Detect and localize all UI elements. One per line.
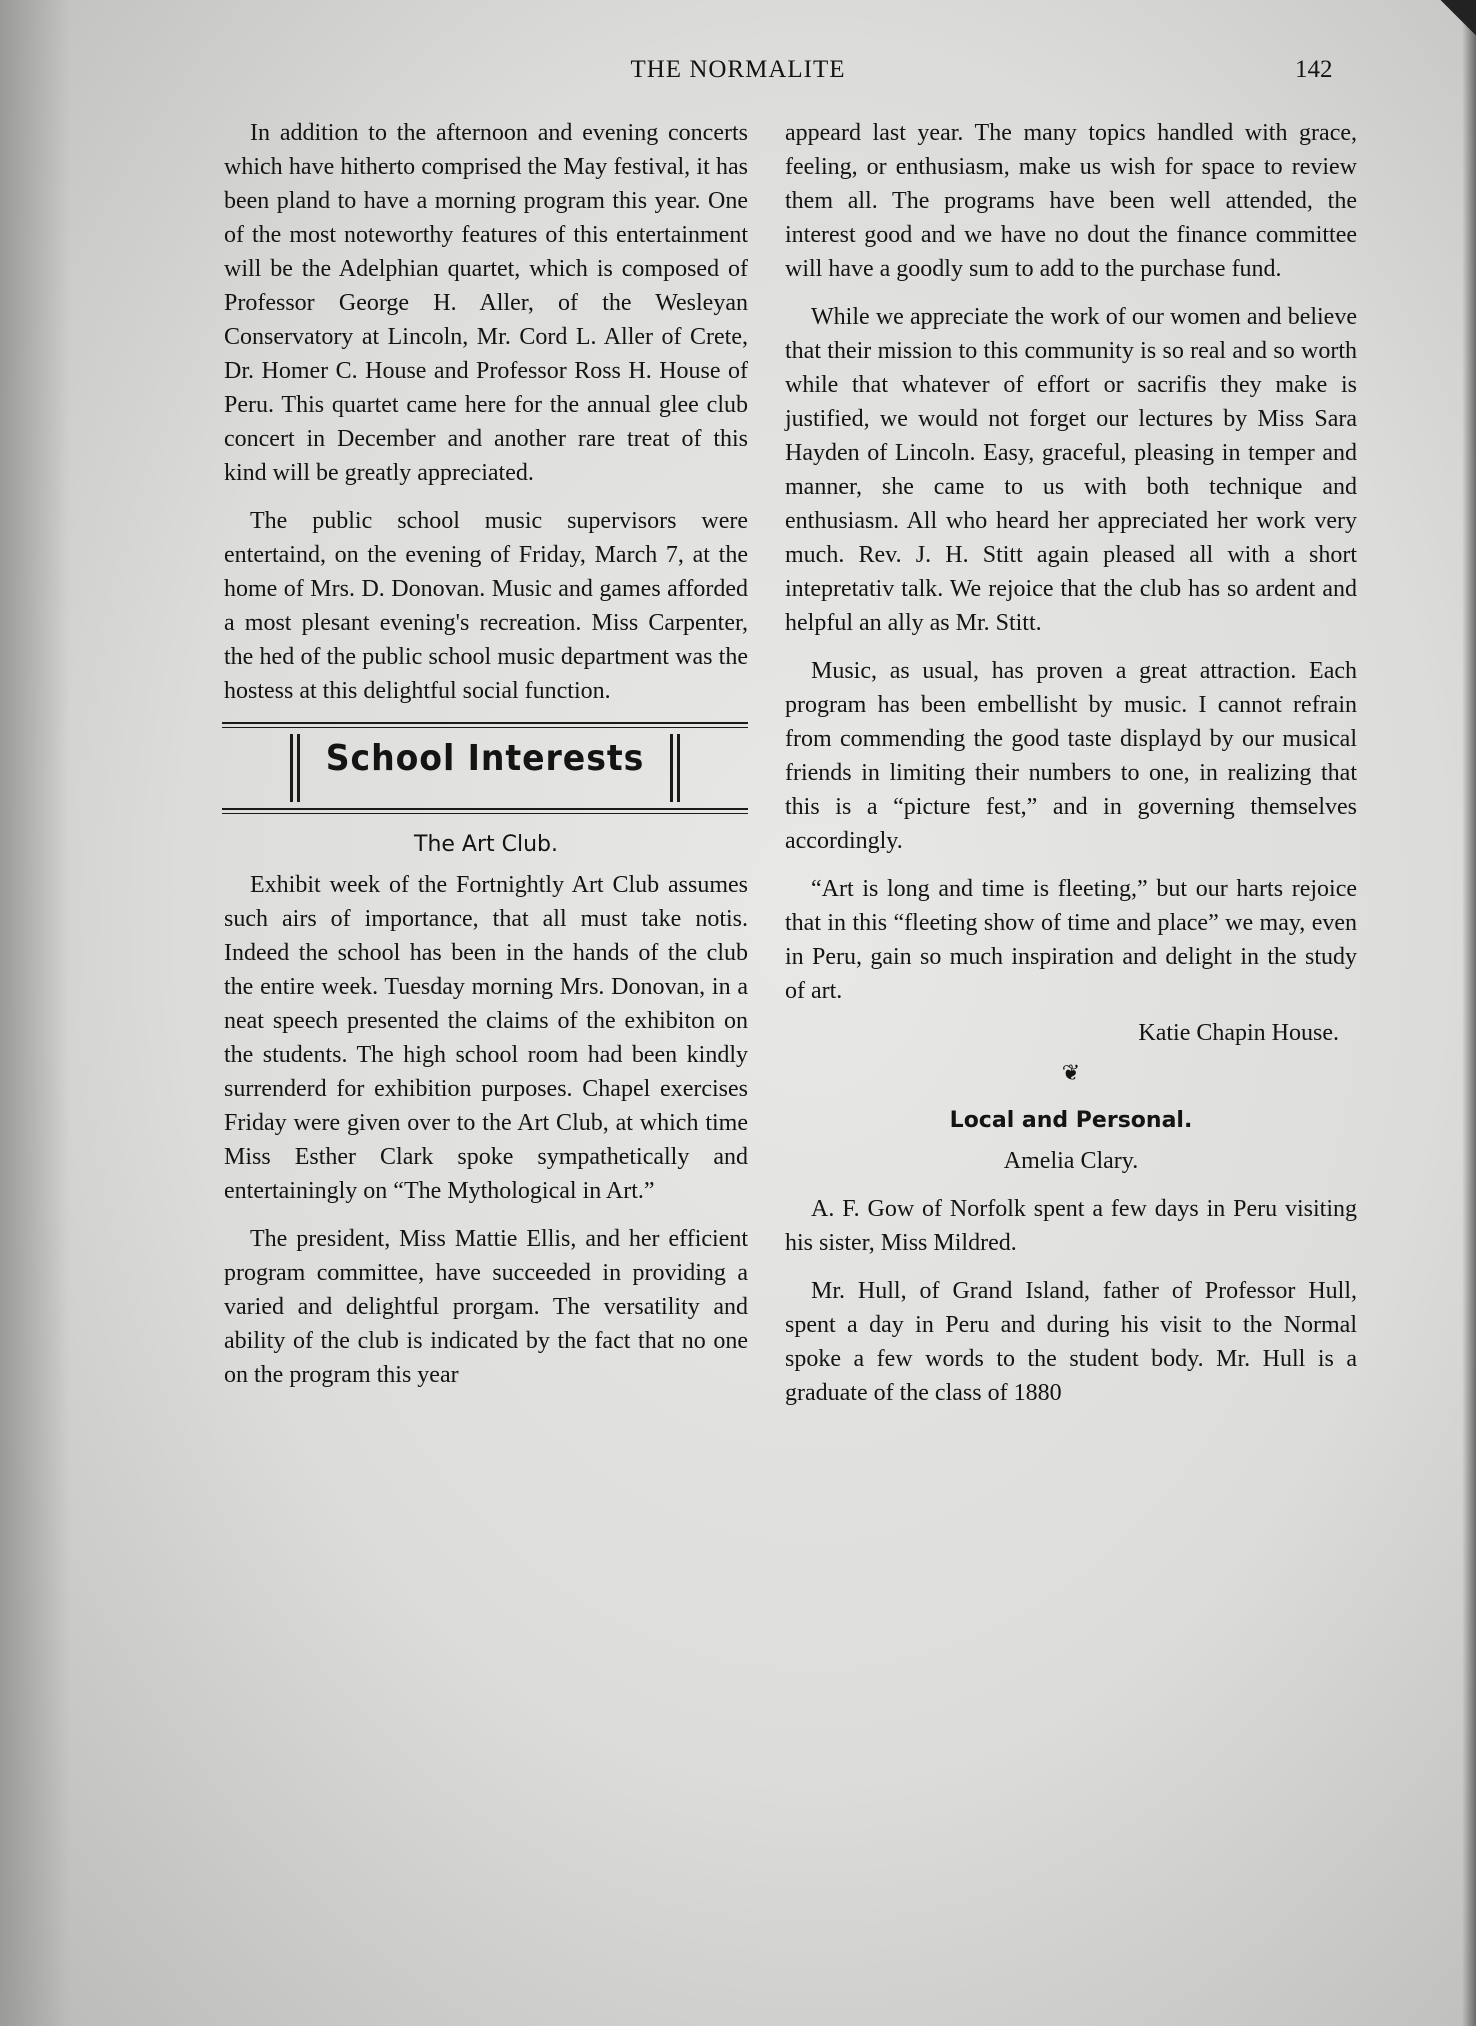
- art-club-paragraph: Exhibit week of the Fortnightly Art Club assumes such airs of importance, that all must take notis. Indeed the school has been in the hands of the club the entire week. Tuesday morning Mrs. Donovan, in a neat speech presented the claims of the exhibiton on the students. The high school room had been kindly surrenderd for exhibition purposes. Chapel exercises Friday were given over to the Art Club, at which time Miss Esther Clark spoke sympathetically and entertainingly on “The Mythological in Art.”: [224, 872, 748, 1204]
- local-news-item: A. F. Gow of Norfolk spent a few days in Peru visiting his sister, Miss Mildred.: [785, 1196, 1357, 1256]
- left-column: [224, 116, 748, 1406]
- art-club-heading: The Art Club.: [414, 832, 558, 857]
- local-personal-byline: Amelia Clary.: [1003, 1148, 1139, 1174]
- page-binding-shadow: [0, 0, 70, 2026]
- supervisors-paragraph: The public school music supervisors were entertaind, on the evening of Friday, March 7, at the home of Mrs. D. Donovan. Music and games afforded a most plesant evening's recreation. Miss Carpenter, the hed of the public school music department was the hostess at this delightful social function.: [224, 508, 748, 704]
- banner-bottom-rule: [222, 808, 748, 814]
- banner-bar: [670, 734, 673, 802]
- author-signature: Katie Chapin House.: [1138, 1020, 1339, 1046]
- banner-box: [222, 728, 748, 808]
- art-club-continued-paragraph: appeard last year. The many topics handled with grace, feeling, or enthusiasm, make us wish for space to review them all. The programs have been well attended, the interest good and we have no dout the finance committee will have a goodly sum to add to the purchase fund.: [785, 120, 1357, 282]
- section-title: School Interests: [325, 738, 645, 779]
- festival-paragraph: In addition to the afternoon and evening concerts which have hitherto comprised the May festival, it has been pland to have a morning program this year. One of the most noteworthy features of this entertainment will be the Adelphian quartet, which is composed of Professor George H. Aller, of the Wesleyan Conservatory at Lincoln, Mr. Cord L. Aller of Crete, Dr. Homer C. House and Professor Ross H. House of Peru. This quartet came here for the annual glee club concert in December and another rare treat of this kind will be greatly appreciated.: [224, 120, 748, 486]
- music-paragraph: Music, as usual, has proven a great attraction. Each program has been embellisht by music. I cannot refrain from commending the good taste displayd by our musical friends in limiting their numbers to one, in realizing that this is a “picture fest,” and in governing themselves accordingly.: [785, 658, 1357, 854]
- local-personal-heading: Local and Personal.: [949, 1108, 1193, 1133]
- publication-title: THE NORMALITE: [630, 56, 846, 83]
- page-corner: [1416, 0, 1476, 40]
- page-edge-shadow: [1462, 0, 1476, 2026]
- local-news-item: Mr. Hull, of Grand Island, father of Professor Hull, spent a day in Peru and during his visit to the Normal spoke a few words to the student body. Mr. Hull is a graduate of the class of 1880: [785, 1278, 1357, 1406]
- art-club-paragraph: The president, Miss Mattie Ellis, and her efficient program committee, have succeeded in providing a varied and delightful prorgam. The versatility and ability of the club is indicated by the fact that no one on the program this year: [224, 1226, 748, 1388]
- page-number: 142: [1295, 56, 1333, 83]
- art-quote-paragraph: “Art is long and time is fleeting,” but our harts rejoice that in this “fleeting show of time and place” we may, even in Peru, gain so much inspiration and delight in the study of art.: [785, 876, 1357, 1004]
- fleuron-icon: ❦: [1061, 1060, 1081, 1085]
- right-column: [785, 116, 1357, 1424]
- lectures-paragraph: While we appreciate the work of our women and believe that their mission to this community is so real and so worth while that whatever of effort or sacrifis they make is justified, we would not forget our lectures by Miss Sara Hayden of Lincoln. Easy, graceful, pleasing in temper and manner, she came to us with both technique and enthusiasm. All who heard her appreciated her work very much. Rev. J. H. Stitt again pleased all with a short intepretativ talk. We rejoice that the club has so ardent and helpful an ally as Mr. Stitt.: [785, 304, 1357, 636]
- section-banner: [222, 722, 748, 814]
- banner-bar: [677, 734, 680, 802]
